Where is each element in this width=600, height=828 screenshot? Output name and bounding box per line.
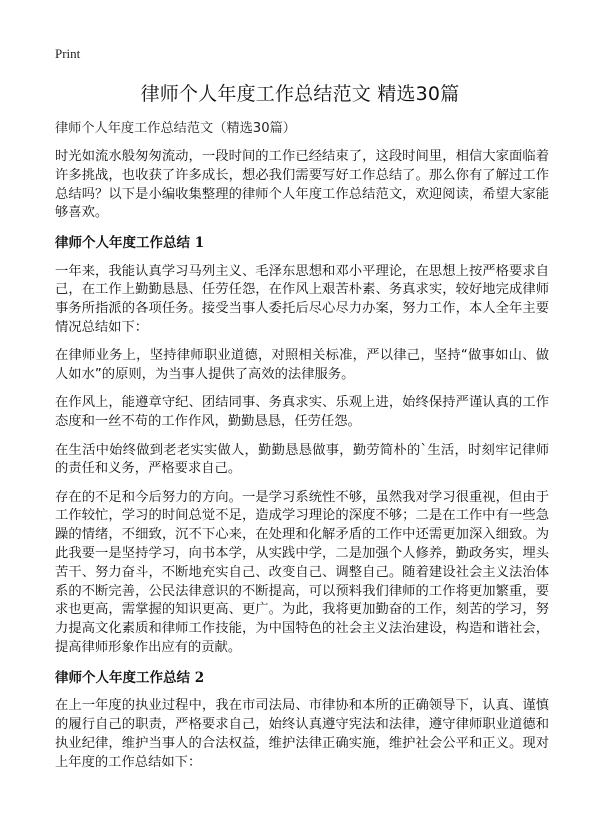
print-label: Print <box>55 46 81 61</box>
section-paragraph: 一年来，我能认真学习马列主义、毛泽东思想和邓小平理论，在思想上按严格要求自己，在工作上勤勤恳恳、任劳任怨，在作风上艰苦朴素、务真求实，较好地完成律师事务所指派的各项任务。接受当事人委托后尽心尽力办案，努力工作，本人全年主要情况总结如下： <box>55 263 549 336</box>
section-paragraph: 存在的不足和今后努力的方向。一是学习系统性不够，虽然我对学习很重视，但由于工作较忙，学习的时间总觉不足，造成学习理论的深度不够；二是在工作中有一些急躁的情绪，不细致，沉不下心来，在处理和化解矛盾的工作中还需更加深入细致。为此我要一是坚持学习，向书本学，从实践中学，二是加强个人修养，勤政务实，埋头苦干、努力奋斗，不断地充实自己、改变自己、调整自己。随着建设社会主义法治体系的不断完善，公民法律意识的不断提高，可以预料我们律师的工作将更加繁重，要求也更高，需掌握的知识更高、更广。为此，我将更加勤奋的工作，刻苦的学习，努力提高文化素质和律师工作技能，为中国特色的社会主义法治建设，构造和谐社会，提高律师形象作出应有的贡献。 <box>55 489 549 656</box>
document-body <box>55 119 549 782</box>
section-paragraph: 在生活中始终做到老老实实做人，勤勤恳恳做事，勤劳简朴的`生活，时刻牢记律师的责任和义务，严格要求自己。 <box>55 442 549 477</box>
section-heading: 律师个人年度工作总结 1 <box>55 235 205 252</box>
section-1 <box>55 234 549 658</box>
document-subtitle: 律师个人年度工作总结范文（精选30篇） <box>55 121 296 136</box>
section-paragraph: 在上一年度的执业过程中，我在市司法局、市律协和本所的正确领导下，认真、谨慎的履行自己的职责，严格要求自己，始终认真遵守宪法和法律，遵守律师职业道德和执业纪律，维护当事人的合法权益，维护法律正确实施，维护社会公平和正义。现对上年度的工作总结如下： <box>55 698 549 770</box>
section-paragraph: 在作风上，能遵章守纪、团结同事、务真求实、乐观上进，始终保持严谨认真的工作态度和一丝不苟的工作作风，勤勤恳恳，任劳任怨。 <box>55 395 549 430</box>
intro-paragraph: 时光如流水般匆匆流动，一段时间的工作已经结束了，这段时间里，相信大家面临着许多挑战，也收获了许多成长，想必我们需要写好工作总结了。那么你有了解过工作总结吗？以下是小编收集整理的律师个人年度工作总结范文，欢迎阅读，希望大家能够喜欢。 <box>55 149 549 221</box>
section-heading: 律师个人年度工作总结 2 <box>55 669 205 686</box>
document-title: 律师个人年度工作总结范文 精选30篇 <box>140 83 460 105</box>
section-2 <box>55 669 549 773</box>
section-paragraph: 在律师业务上，坚持律师职业道德，对照相关标准，严以律己，坚持“做事如山、做人如水”的原则，为当事人提供了高效的法律服务。 <box>55 348 549 383</box>
